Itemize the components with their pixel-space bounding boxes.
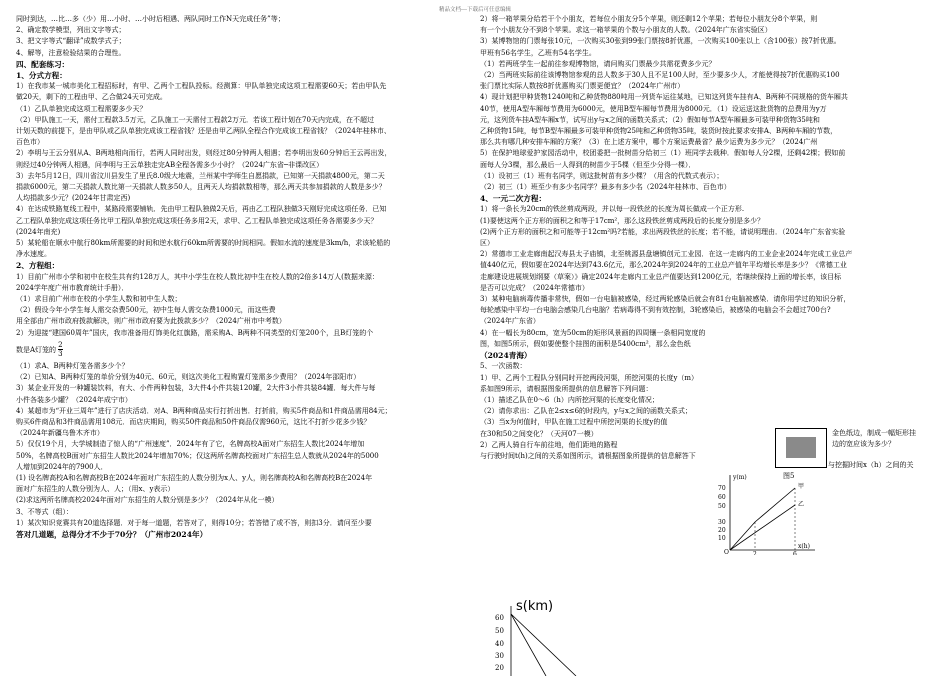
- graph-2-y-label: s(km): [516, 599, 554, 614]
- left-text-line: （2）假设今年小学生每人需交杂费500元，初中生每人需交杂费1000元，而这些费: [16, 306, 276, 315]
- right-text-line: 甲班有56名学生，乙班有54名学生。: [480, 48, 596, 57]
- left-text-line: 则经过40分钟两人相遇，问李明与王云单独走完AB全程各需多少小时？（2024广东省─非课改区）: [16, 160, 324, 169]
- right-text-line: 2）将一箱苹果分给若干个小朋友，若每位小朋友分5个苹果，则还剩12个苹果；若每位小朋友分8个苹果，则: [480, 15, 818, 23]
- right-text-line: (1)要使这两个正方形的面积之和等于17cm²，那么这段铁丝剪成两段后的长度分别是多少？: [480, 216, 765, 225]
- left-text-line: 人均捐款多少元？(2024年甘肃定西): [16, 194, 131, 203]
- right-text-line: 2）常德市工业走廊南起汉寿县太子庙镇，北至桃源县盘塘镇创元工业园．在这一走廊内的工业企业2024年完成工业总产: [480, 250, 853, 259]
- graph-1-series-b-label: 乙: [798, 501, 805, 508]
- right-text-line: 有一个小朋友分不到8个苹果。求这一箱苹果的个数与小朋友的人数。（2024年广东省实验区）: [480, 26, 772, 35]
- graph-1-y-label: y(m): [733, 474, 747, 481]
- right-text-line: 1）将一条长为20cm的铁丝剪成两段，并以每一段铁丝的长度为周长做成一个正方形.: [480, 205, 745, 214]
- graph-2-y-tick-50: 50: [495, 627, 504, 635]
- graph-2-y-tick-60: 60: [495, 614, 504, 622]
- right-text-line: 是否可以完成？（2024年常德市）: [480, 283, 589, 292]
- graph-1-y-tick-30: 30: [718, 519, 726, 526]
- left-text-line: 捐款6000元，第二天捐款人数比第一天捐款人数多50人，且两天人均捐款数相等，那么两天共参加捐款的人数是多少？: [16, 183, 386, 192]
- right-text-line: （2）当两班实际前往该博物馆参观的总人数多于30人且不足100人时，至少要多少人，才能使得按7折优惠购买100: [480, 71, 840, 80]
- left-text-line: （2024年新疆乌鲁木齐市）: [16, 429, 104, 438]
- graph-2-line-a: [511, 614, 546, 676]
- right-text-line: 5、一次函数：: [480, 362, 527, 371]
- fraction-numerator: 2: [58, 341, 63, 350]
- graph-1-series-a: [730, 488, 795, 550]
- left-text-line: 5）仅仅19个月，大学城制造了惊人的“广州速度”．2024年有了它，名牌高校A面对广东招生人数比2024年增加: [16, 440, 365, 449]
- graph-1-chart: [700, 470, 820, 555]
- right-text-line: 3）某博物馆的门票每张10元，一次购买30张到99张门票按8折优惠，一次购买100张以上（含100张）按7折优惠。: [480, 37, 841, 46]
- right-text-line: （2）请你求出：乙队在2≤x≤6的时段内，y与x之间的函数关系式；: [480, 407, 692, 416]
- left-text-line: 3、把文字等式“翻译”成数学式子；: [16, 37, 126, 46]
- left-text-line: 净水速度。: [16, 250, 51, 259]
- left-text-line: 做20天，剩下的工程由甲、乙合做24天可完成。: [16, 93, 167, 102]
- left-text-line: 50%，名牌高校B面对广东招生人数比2024年增加70%；仅这两所名牌高校面对广东招生总人数就从2024年的5000: [16, 451, 379, 460]
- right-text-line: （1）设初三（1）班有名同学，则这批树苗有多少棵？（用含的代数式表示）；: [480, 171, 724, 180]
- graph-1-y-tick-50: 50: [718, 503, 726, 510]
- figure-5-side-text-1: 金色纸边，制成一幅矩形挂: [832, 429, 916, 437]
- right-text-line: 每轮感染中平均一台电脑会感染几台电脑？若病毒得不到有效控制，3轮感染后，被感染的电脑会不会超过700台?: [480, 306, 831, 315]
- right-text-line: 张门票比实际人数按8折优惠购买门票更便宜？（2024年广州市）: [480, 82, 685, 91]
- right-text-line: （2024年广东省）: [480, 317, 540, 326]
- page-header: 精品文档---下载后可任意编辑: [439, 7, 511, 13]
- left-text-line: 人增加到2024年的7900人．: [16, 462, 108, 471]
- left-text-line: 3、不等式（组）：: [16, 507, 73, 516]
- graph-1-x-label: x(h): [798, 543, 810, 550]
- right-text-line: 3）某种电脑病毒传播非常快，假如一台电脑被感染，经过两轮感染后就会有81台电脑被感染．请你用学过的知识分析，: [480, 295, 851, 304]
- left-text-line: 2）为迎接“建国60周年”国庆，我市准备用灯饰美化红旗路，需采购A、B两种不同类型的灯笼200个，且B灯笼的个: [16, 328, 374, 337]
- right-text-line: 4、一元二次方程：: [480, 194, 547, 204]
- figure-5-frame: [775, 428, 827, 468]
- graph-2-line-b: [511, 614, 576, 676]
- left-text-line: (2024年南充): [16, 227, 61, 236]
- left-text-line: （1）求A、B两种灯笼各需多少个？: [16, 361, 129, 370]
- left-text-line: (1) 设名牌高校A和名牌高校B在2024年面对广东招生的人数分别为x人、y人，则名牌高校A和名牌高校B在2024年: [16, 473, 373, 482]
- right-text-line: （2024青海）: [480, 351, 532, 361]
- left-text-line: 4）某超市为“开业三周年”进行了店庆活动．对A、B两种商品实行打折出售．打折前，购买5件商品和1件商品需用84元；: [16, 406, 392, 415]
- left-text-line: 四、配套练习：: [16, 59, 70, 69]
- figure-5-painting: [786, 437, 816, 458]
- right-column: [480, 14, 938, 462]
- left-text-line: （1）乙队单独完成这项工程需要多少天？: [16, 104, 147, 113]
- left-text-line: 2）李明与王云分别从A、B两地相向而行，若两人同时出发，则经过80分钟两人相遇；若李明出发60分钟后王云再出发，: [16, 149, 392, 158]
- figure-5-caption: 图5: [783, 472, 795, 480]
- right-text-line: 系如图9所示，请根据图象所提供的信息解答下列问题：: [480, 384, 653, 393]
- graph-2-y-tick-20: 20: [495, 664, 504, 672]
- right-text-line: 2）乙两人骑自行车前往地，他们距地的路程: [480, 440, 618, 449]
- right-text-line: 图，如图5所示，假如要使整个挂图的面积是5400cm²，那么金色纸: [480, 339, 691, 348]
- graph-2-y-tick-30: 30: [495, 652, 504, 660]
- left-text-line: 乙工程队单独完成这项任务比甲工程队单独完成这项任务多用2天，求甲、乙工程队单独完成这项任务各需要多少天？: [16, 216, 378, 225]
- left-text-line: 用全部由广州市政府拨款解决，则广州市政府要为此拨款多少？（2024广州市中考数）: [16, 317, 286, 326]
- right-text-line: 4）在一幅长为80cm，宽为50cm的矩形风景画的四周镶一条相同宽度的: [480, 328, 706, 337]
- left-text-line: 答对几道题，总得分才不少于70分？（广州市2024年）: [16, 529, 208, 539]
- graph-1-y-tick-20: 20: [718, 527, 726, 534]
- left-text-line: 3）某企业开发的一种罐装饮料，有大、小件两种包装，3大件4小件共装120罐，2大件3小件共装84罐．每大件与每: [16, 384, 376, 393]
- graph-1-x-tick-2: 2: [753, 551, 757, 555]
- right-text-line: 乙种货物15吨，每节B型车厢最多可装甲种货物25吨和乙种货物35吨，装货时按此要求安排A、B两种车厢的节数，: [480, 127, 838, 136]
- left-text-line: 百色市）: [16, 138, 44, 147]
- right-text-line: 值440亿元，假如要在2024年达到743.6亿元，那么2024年到2024年的工业总产值年平均增长率是多少？《常德工业: [480, 261, 847, 270]
- right-text-line: (2)两个正方形的面积之和可能等于12cm²吗?若能，求出两段铁丝的长度；若不能，请说明理由．（2024年广东省实验: [480, 227, 846, 236]
- left-text-line: 数是A灯笼的 $\frac{2}{3}$: [16, 341, 63, 359]
- right-text-line: 元，这列货车挂A型车厢x节，试写出y与x之间的函数关系式；（2）假如每节A型车厢最多可装甲种货物35吨和: [480, 115, 820, 124]
- graph-2-y-tick-40: 40: [495, 640, 504, 648]
- left-text-line: 1、分式方程：: [16, 71, 67, 81]
- graph-1-x-tick-6: 6: [793, 551, 797, 555]
- right-text-line: （1）描述乙队在0～6（h）内所挖河渠的长度变化情况；: [480, 395, 659, 404]
- left-text-line: 4、解等，注意检验结果的合理性。: [16, 48, 126, 57]
- graph-1-y-tick-70: 70: [718, 485, 726, 492]
- left-text-line: 2、确定数学模型，列出文字等式；: [16, 26, 126, 35]
- right-text-line: 在30和50之间变化？（天河07一模）: [480, 429, 598, 438]
- left-text-line: （2）甲队施工一天，需付工程款3.5万元，乙队施工一天需付工程款2万元．若该工程计划在70天内完成，在不超过: [16, 115, 374, 124]
- left-text-line: 1）目前广州市小学和初中在校生共有约128万人，其中小学生在校人数比初中生在校人数的2倍多14万人(数据来源：: [16, 272, 379, 281]
- right-text-line: 那么共有哪几种安排车厢的方案？（3）在上述方案中，哪个方案运费最省？最少运费为多少元？（2024广州: [480, 138, 818, 147]
- right-text-line: 40节，使用A型车厢每节费用为6000元，使用B型车厢每节费用为8000元．（1）设运送这批货物的总费用为y万: [480, 104, 827, 113]
- fraction-denominator: 3: [58, 350, 63, 359]
- left-text-line: 购买6件商品和3件商品需用108元．而店庆期间，购买50件商品和50件商品仅需960元，这比不打折少花多少钱？: [16, 417, 371, 426]
- left-text-line: 5）某轮船在顺水中航行80km所需要的时间和逆水航行60km所需要的时间相同。假如水流的速度是3km/h，求该轮船的: [16, 239, 391, 248]
- graph-1-series-a-label: 甲: [798, 483, 805, 490]
- left-text-line: 3）去年5月12日，四川省汶川县发生了里氏8.0级大地震，兰州某中学师生自愿捐款，已知第一天捐款4800元，第二天: [16, 171, 385, 180]
- left-text-line: 计划天数的前提下，是由甲队或乙队单独完成该工程省钱？还是由甲乙两队全程合作完成该工程省钱？（2024年桂林市、: [16, 127, 391, 136]
- left-text-line: （1）求目前广州市在校的小学生人数和初中生人数；: [16, 295, 182, 304]
- right-text-line: 区）: [480, 239, 494, 248]
- figure-5-side-text-2: 边的宽应该为多少？: [832, 440, 895, 448]
- left-text-line: (2)求这两所名牌高校2024年面对广东招生的人数分别是多少？（2024年从化一模）: [16, 496, 279, 505]
- right-text-line: 1）甲、乙两个工程队分别同时开挖两段河渠，所挖河渠的长度y（m）: [480, 373, 699, 382]
- right-text-line: 面每人分3棵，那么最后一人得到的树苗少于5棵（但至少分得一棵）．: [480, 160, 696, 169]
- right-text-line: 4）现计划把甲种货物1240吨和乙种货物880吨用一列货车运往某地，已知这列货车挂有A、B两种不同规格的货车厢共: [480, 93, 848, 102]
- right-text-line: 与行驶时间t(h)之间的关系如图所示，请根据图象所提供的信息解答下: [480, 451, 696, 460]
- left-text-line: 1）在我市某一城市美化工程招标时，有甲、乙两个工程队投标。经测算：甲队单独完成这项工程需要60天；若由甲队先: [16, 82, 387, 91]
- right-text-line: （2）初三（1）班至少有多少名同学？最多有多少名（2024年桂林市、百色市）: [480, 183, 731, 192]
- left-text-line: 2024学年度广州市教育统计手册）．: [16, 283, 129, 292]
- graph-1-side-text: 与挖掘时间x（h）之间的关: [828, 461, 914, 469]
- right-text-line: 5）在保护地球爱护家园活动中，校团委把一批树苗分给初三（1）班同学去栽种．假如每人分2棵，还剩42棵；假如前: [480, 149, 846, 158]
- left-text-line: 同时到达，…比…多（少）用…小时、…小时后相遇、两队同时工作N天完成任务”等；: [16, 15, 285, 23]
- left-text-line: 面对广东招生的人数分别为人、人；（用x、y表示）: [16, 485, 175, 494]
- right-text-line: （1）若两班学生一起前往参观博物馆，请问购买门票最少共需花费多少元？: [480, 59, 716, 68]
- graph-1-origin: O: [724, 549, 729, 555]
- left-text-line: 小件各装多少罐？（2024年成宁市）: [16, 395, 132, 404]
- left-text-line: 2、方程组：: [16, 261, 60, 271]
- graph-1-y-tick-10: 10: [718, 535, 726, 542]
- left-text-line: 4）在达成铁路复线工程中，某路段需要铺轨．先由甲工程队独做2天后，再由乙工程队独做3天刚好完成这项任务．已知: [16, 205, 387, 214]
- graph-1-series-b: [730, 505, 795, 550]
- right-text-line: （3）当x为何值时，甲队在施工过程中所挖河渠的长度y的值: [480, 418, 668, 427]
- left-text-line: 1）某次知识竞赛共有20道选择题．对于每一道题，若答对了，则得10分；若答错了或不答，则扣3分．请问至少要: [16, 518, 372, 527]
- right-text-line: 走廊建设进展规划纲要（草案）》确定2024年走廊内工业总产值要达到1200亿元，若继续保持上面的增长率，该目标: [480, 272, 842, 281]
- left-column: [16, 14, 464, 540]
- graph-1-y-tick-60: 60: [718, 494, 726, 501]
- fraction-two-thirds: [58, 341, 62, 358]
- left-text-line: （2）已知A、B两种灯笼的单价分别为40元、60元，则这次美化工程购置灯笼需多少费用？（2024年邵阳市）: [16, 373, 361, 382]
- graph-2-chart: [486, 586, 646, 676]
